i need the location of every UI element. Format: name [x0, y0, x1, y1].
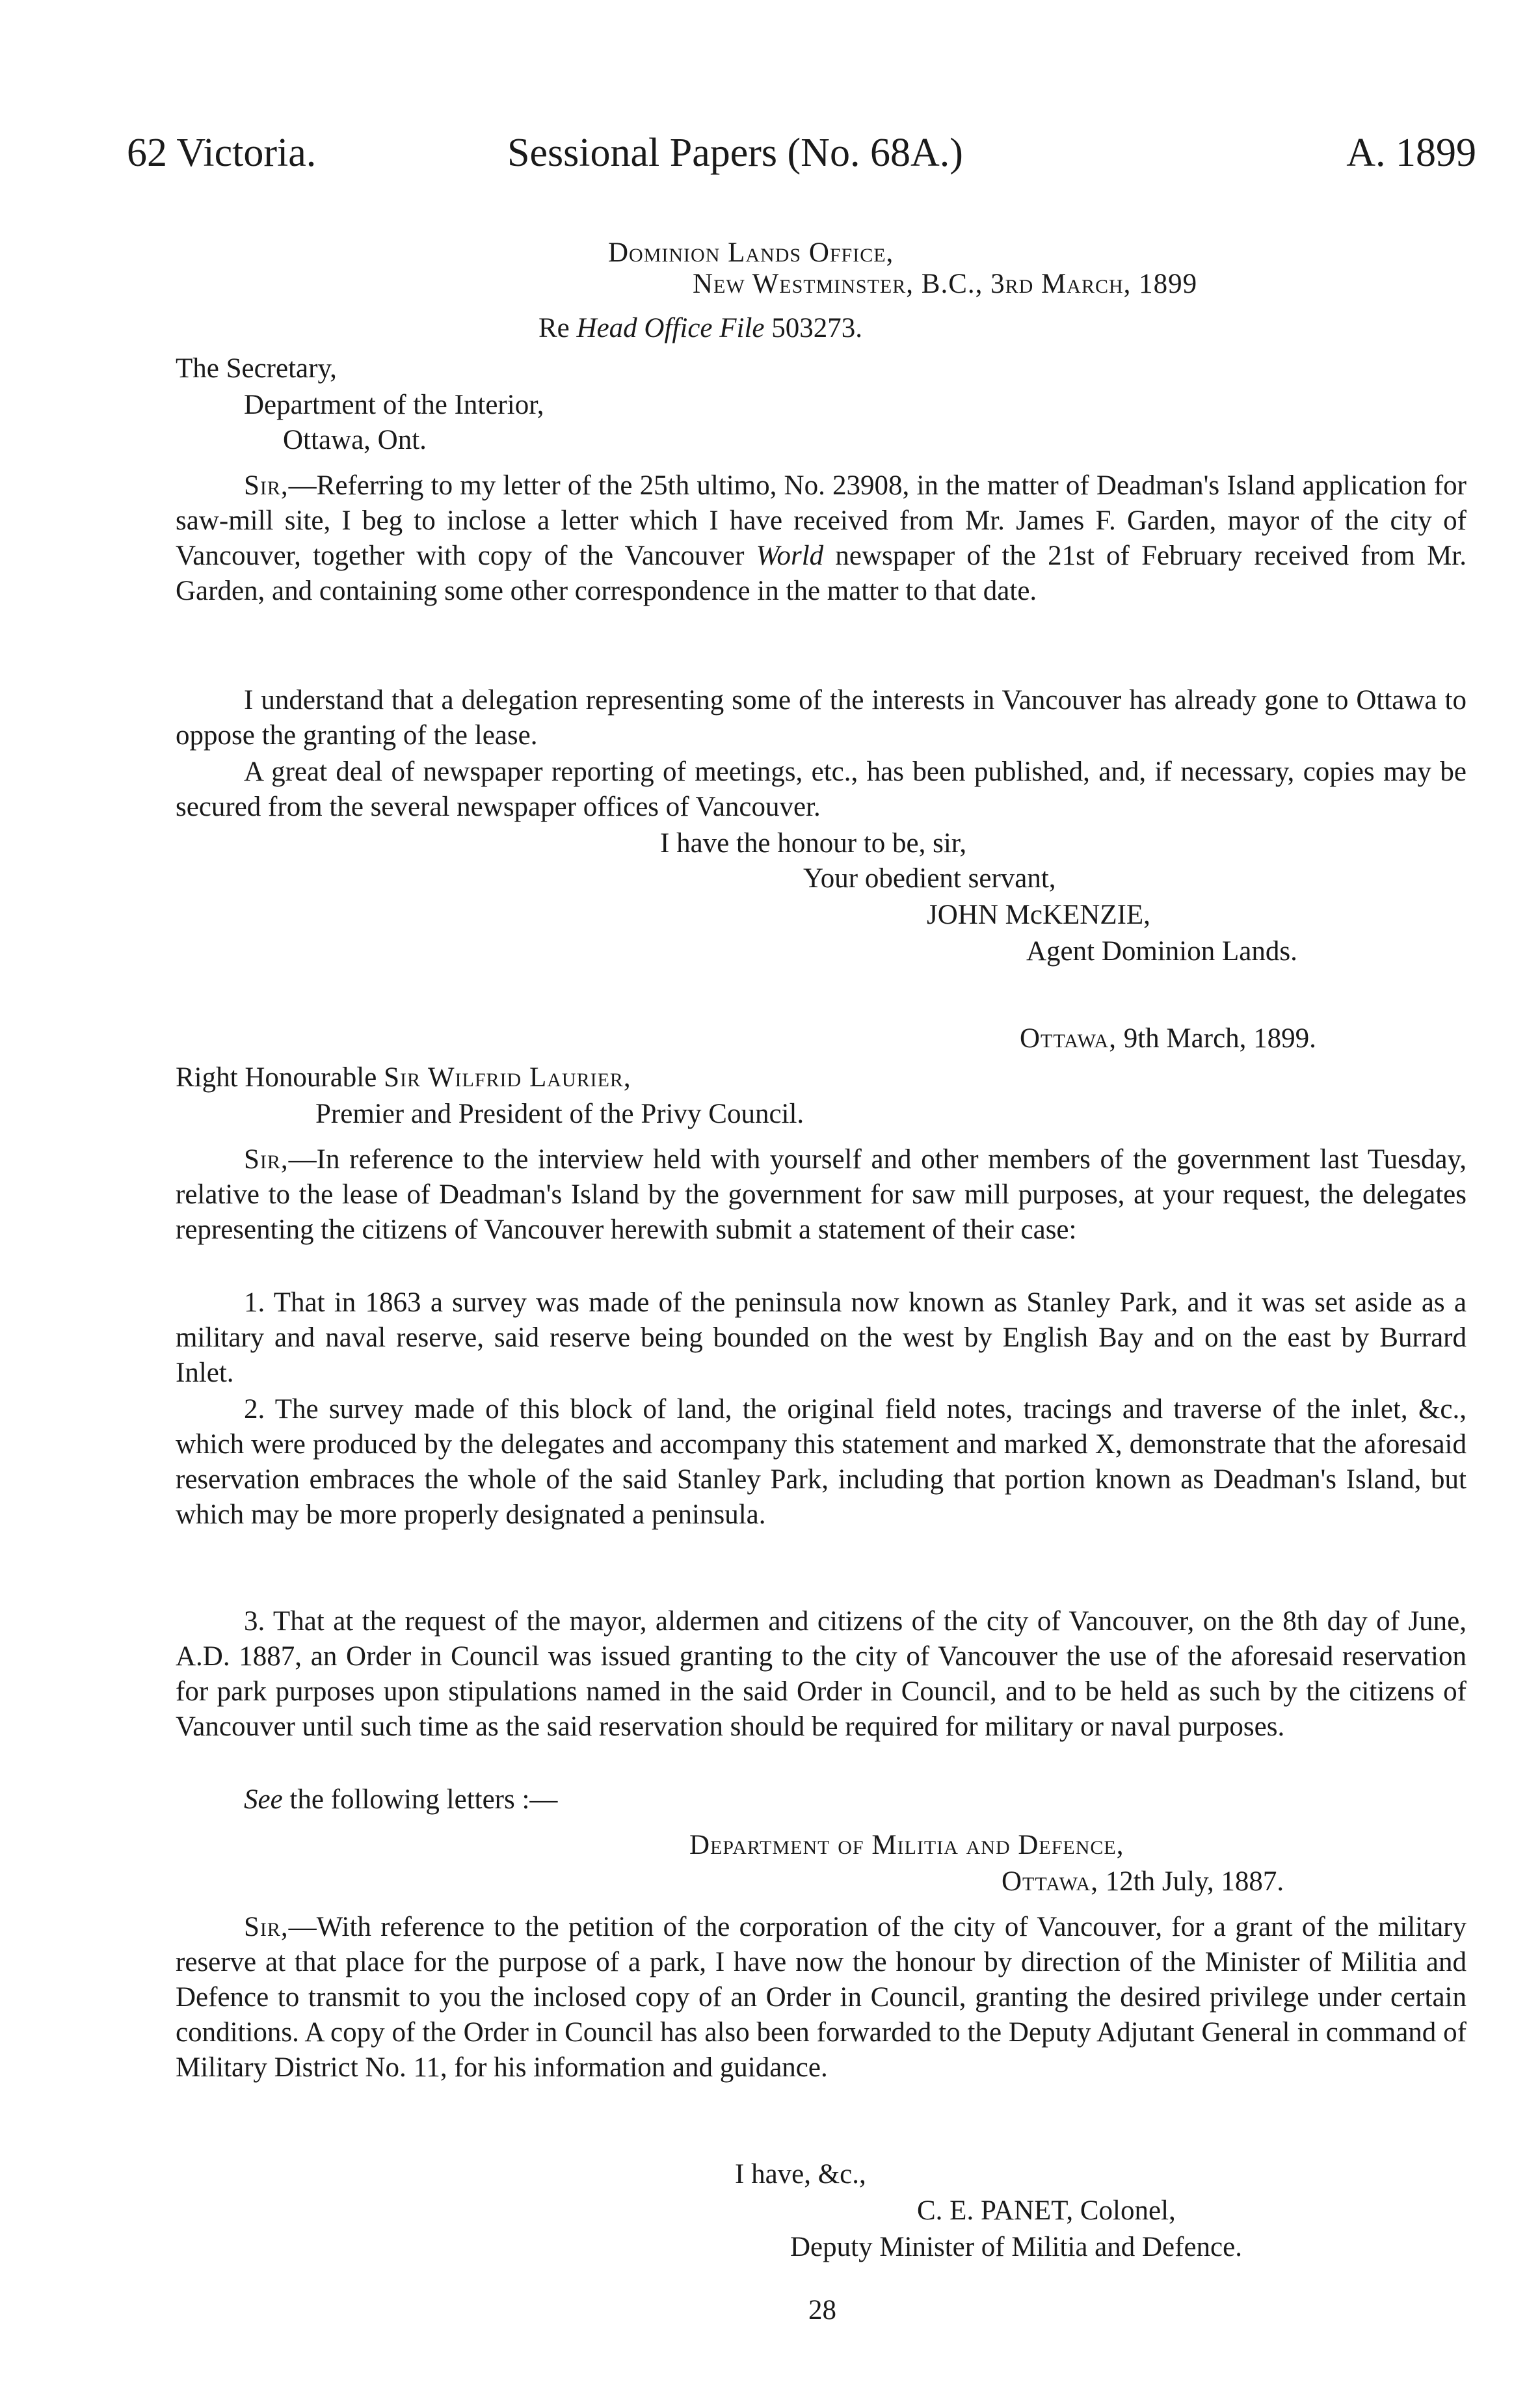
letter2-see-following: See the following letters :— [244, 1784, 558, 1815]
header-sessional-papers: Sessional Papers (No. 68A.) [507, 131, 963, 175]
letter1-addressee-line3: Ottawa, Ont. [283, 425, 427, 455]
letter2-addressee-title: Premier and President of the Privy Council. [315, 1099, 804, 1129]
header-session: 62 Victoria. [127, 131, 317, 175]
letter2-place-date: Ottawa, 9th March, 1899. [1020, 1023, 1316, 1054]
letter1-paragraph-2: I understand that a delegation representing some of the interests in Vancouver has already gone to Ottawa to oppose the granting of the lease. [176, 685, 1467, 751]
letter1-addressee-line2: Department of the Interior, [244, 390, 544, 420]
letter1-paragraph-1: Sir,—Referring to my letter of the 25th ultimo, No. 23908, in the matter of Deadman's Island application for saw-mill site, I beg to inclose a letter which I have received from Mr. James F. Garden, mayor of the city of Vancouver, together with copy of the Vancouver World newspaper of the 21st of February received from Mr. Garden, and containing some other correspondence in the matter to that date. [176, 470, 1467, 606]
letter1-place-date: New Westminster, B.C., 3rd March, 1899 [693, 269, 1198, 299]
letter1-signer-title: Agent Dominion Lands. [1026, 936, 1297, 967]
letter3-department: Department of Militia and Defence, [689, 1830, 1124, 1860]
letter2-item-2: 2. The survey made of this block of land, the original field notes, tracings and traverse of the inlet, &c., which were produced by the delegates and accompany this statement and marked X, demonstrate that the aforesaid reservation embraces the whole of the said Stanley Park, including that portion known as Deadman's Island, but which may be more properly designated a peninsula. [176, 1394, 1467, 1530]
letter1-closing-2: Your obedient servant, [803, 863, 1056, 894]
letter3-signer-title: Deputy Minister of Militia and Defence. [790, 2232, 1242, 2262]
letter1-file-reference: Re Head Office File 503273. [538, 313, 862, 343]
letter1-addressee-line1: The Secretary, [176, 353, 337, 384]
letter1-signature: JOHN McKENZIE, [927, 900, 1150, 930]
letter3-place-date: Ottawa, 12th July, 1887. [1002, 1866, 1284, 1897]
letter3-signature: C. E. PANET, Colonel, [917, 2195, 1176, 2226]
letter1-office: Dominion Lands Office, [608, 237, 894, 268]
letter2-addressee: Right Honourable Sir Wilfrid Laurier, [176, 1062, 631, 1093]
letter2-intro: Sir,—In reference to the interview held with yourself and other members of the government last Tuesday, relative to the lease of Deadman's Island by the government for saw mill purposes, at your request, the delegates representing the citizens of Vancouver herewith submit a statement of their case: [176, 1144, 1467, 1245]
page-number: 28 [808, 2295, 836, 2325]
letter2-item-3: 3. That at the request of the mayor, aldermen and citizens of the city of Vancouver, on the 8th day of June, A.D. 1887, an Order in Council was issued granting to the city of Vancouver the use of the aforesaid reservation for park purposes upon stipulations named in the said Order in Council, and to be held as such by the citizens of Vancouver until such time as the said reservation should be required for military or naval purposes. [176, 1606, 1467, 1742]
letter3-body: Sir,—With reference to the petition of the corporation of the city of Vancouver, for a grant of the military reserve at that place for the purpose of a park, I have now the honour by direction of the Minister of Militia and Defence to transmit to you the inclosed copy of an Order in Council, granting the desired privilege under certain conditions. A copy of the Order in Council has also been forwarded to the Deputy Adjutant General in command of Military District No. 11, for his information and guidance. [176, 1912, 1467, 2083]
letter2-item-1: 1. That in 1863 a survey was made of the peninsula now known as Stanley Park, and it was set aside as a military and naval reserve, said reserve being bounded on the west by English Bay and on the east by Burrard Inlet. [176, 1287, 1467, 1388]
letter1-closing-1: I have the honour to be, sir, [660, 828, 967, 859]
letter3-closing: I have, &c., [735, 2159, 866, 2190]
running-header [127, 130, 1476, 176]
header-year: A. 1899 [1346, 131, 1476, 175]
letter1-paragraph-3: A great deal of newspaper reporting of meetings, etc., has been published, and, if necessary, copies may be secured from the several newspaper offices of Vancouver. [176, 757, 1467, 822]
